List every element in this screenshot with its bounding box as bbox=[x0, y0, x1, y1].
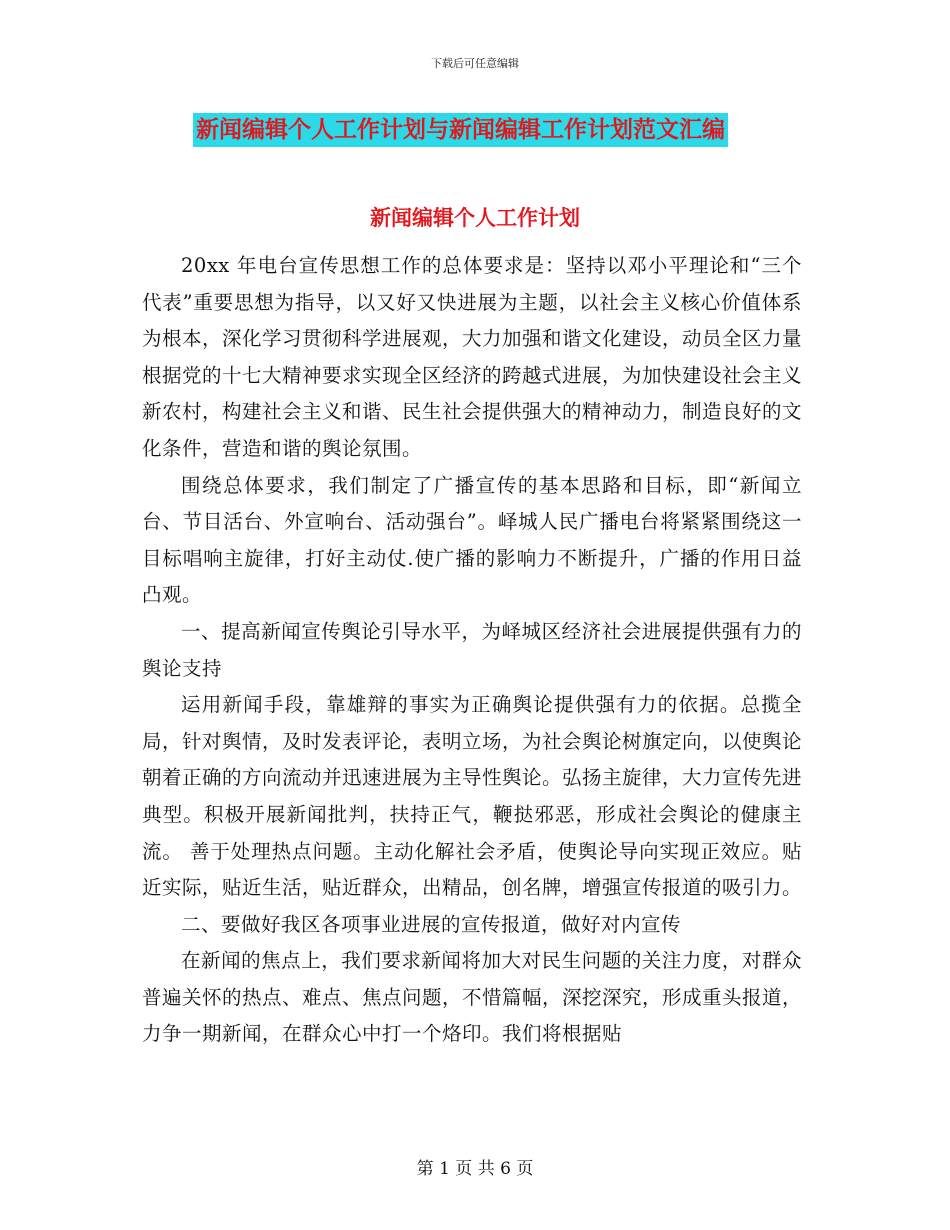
section-title: 新闻编辑个人工作计划 bbox=[370, 206, 580, 230]
section-heading: 一、提高新闻宣传舆论引导水平，为峄城区经济社会进展提供强有力的舆论支持 bbox=[142, 619, 802, 680]
section-heading: 二、要做好我区各项事业进展的宣传报道，做好对内宣传 bbox=[181, 912, 682, 936]
page-number-footer: 第 1 页 共 6 页 bbox=[416, 1159, 534, 1179]
paragraph: 20xx 年电台宣传思想工作的总体要求是：坚持以邓小平理论和“三个代表”重要思想为指导，以又好又快进展为主题，以社会主义核心价值体系为根本，深化学习贯彻科学进展观，大力加强和谐文化建设，动员全区力量根据党的十七大精神要求实现全区经济的跨越式进展，为加快建设社会主义新农村，构建社会主义和谐、民生社会提供强大的精神动力，制造良好的文化条件，营造和谐的舆论氛围。 bbox=[142, 254, 803, 460]
page-header-note: 下载后可任意编辑 bbox=[431, 57, 519, 70]
paragraph: 运用新闻手段，靠雄辩的事实为正确舆论提供强有力的依据。总揽全局，针对舆情，及时发表评论，表明立场，为社会舆论树旗定向，以使舆论朝着正确的方向流动并迅速进展为主导性舆论。弘扬主旋律，大力宣传先进典型。积极开展新闻批判，扶持正气，鞭挞邪恶，形成社会舆论的健康主流。 善于处理热点问题。主动化解社会矛盾，使舆论导向实现正效应。贴近实际，贴近生活，贴近群众，出精品，创名牌，增强宣传报道的吸引力。 bbox=[142, 693, 803, 900]
paragraph: 围绕总体要求，我们制定了广播宣传的基本思路和目标，即“新闻立台、节目活台、外宣响台、活动强台”。峄城人民广播电台将紧紧围绕这一目标唱响主旋律，打好主动仗.使广播的影响力不断提升，广播的作用日益凸观。 bbox=[142, 473, 802, 607]
paragraph: 在新闻的焦点上，我们要求新闻将加大对民生问题的关注力度，对群众普遍关怀的热点、难点、焦点问题，不惜篇幅，深挖深究，形成重头报道，力争一期新闻，在群众心中打一个烙印。我们将根据贴 bbox=[142, 949, 803, 1046]
document-main-title: 新闻编辑个人工作计划与新闻编辑工作计划范文汇编 bbox=[193, 113, 728, 147]
document-body bbox=[142, 248, 802, 1053]
